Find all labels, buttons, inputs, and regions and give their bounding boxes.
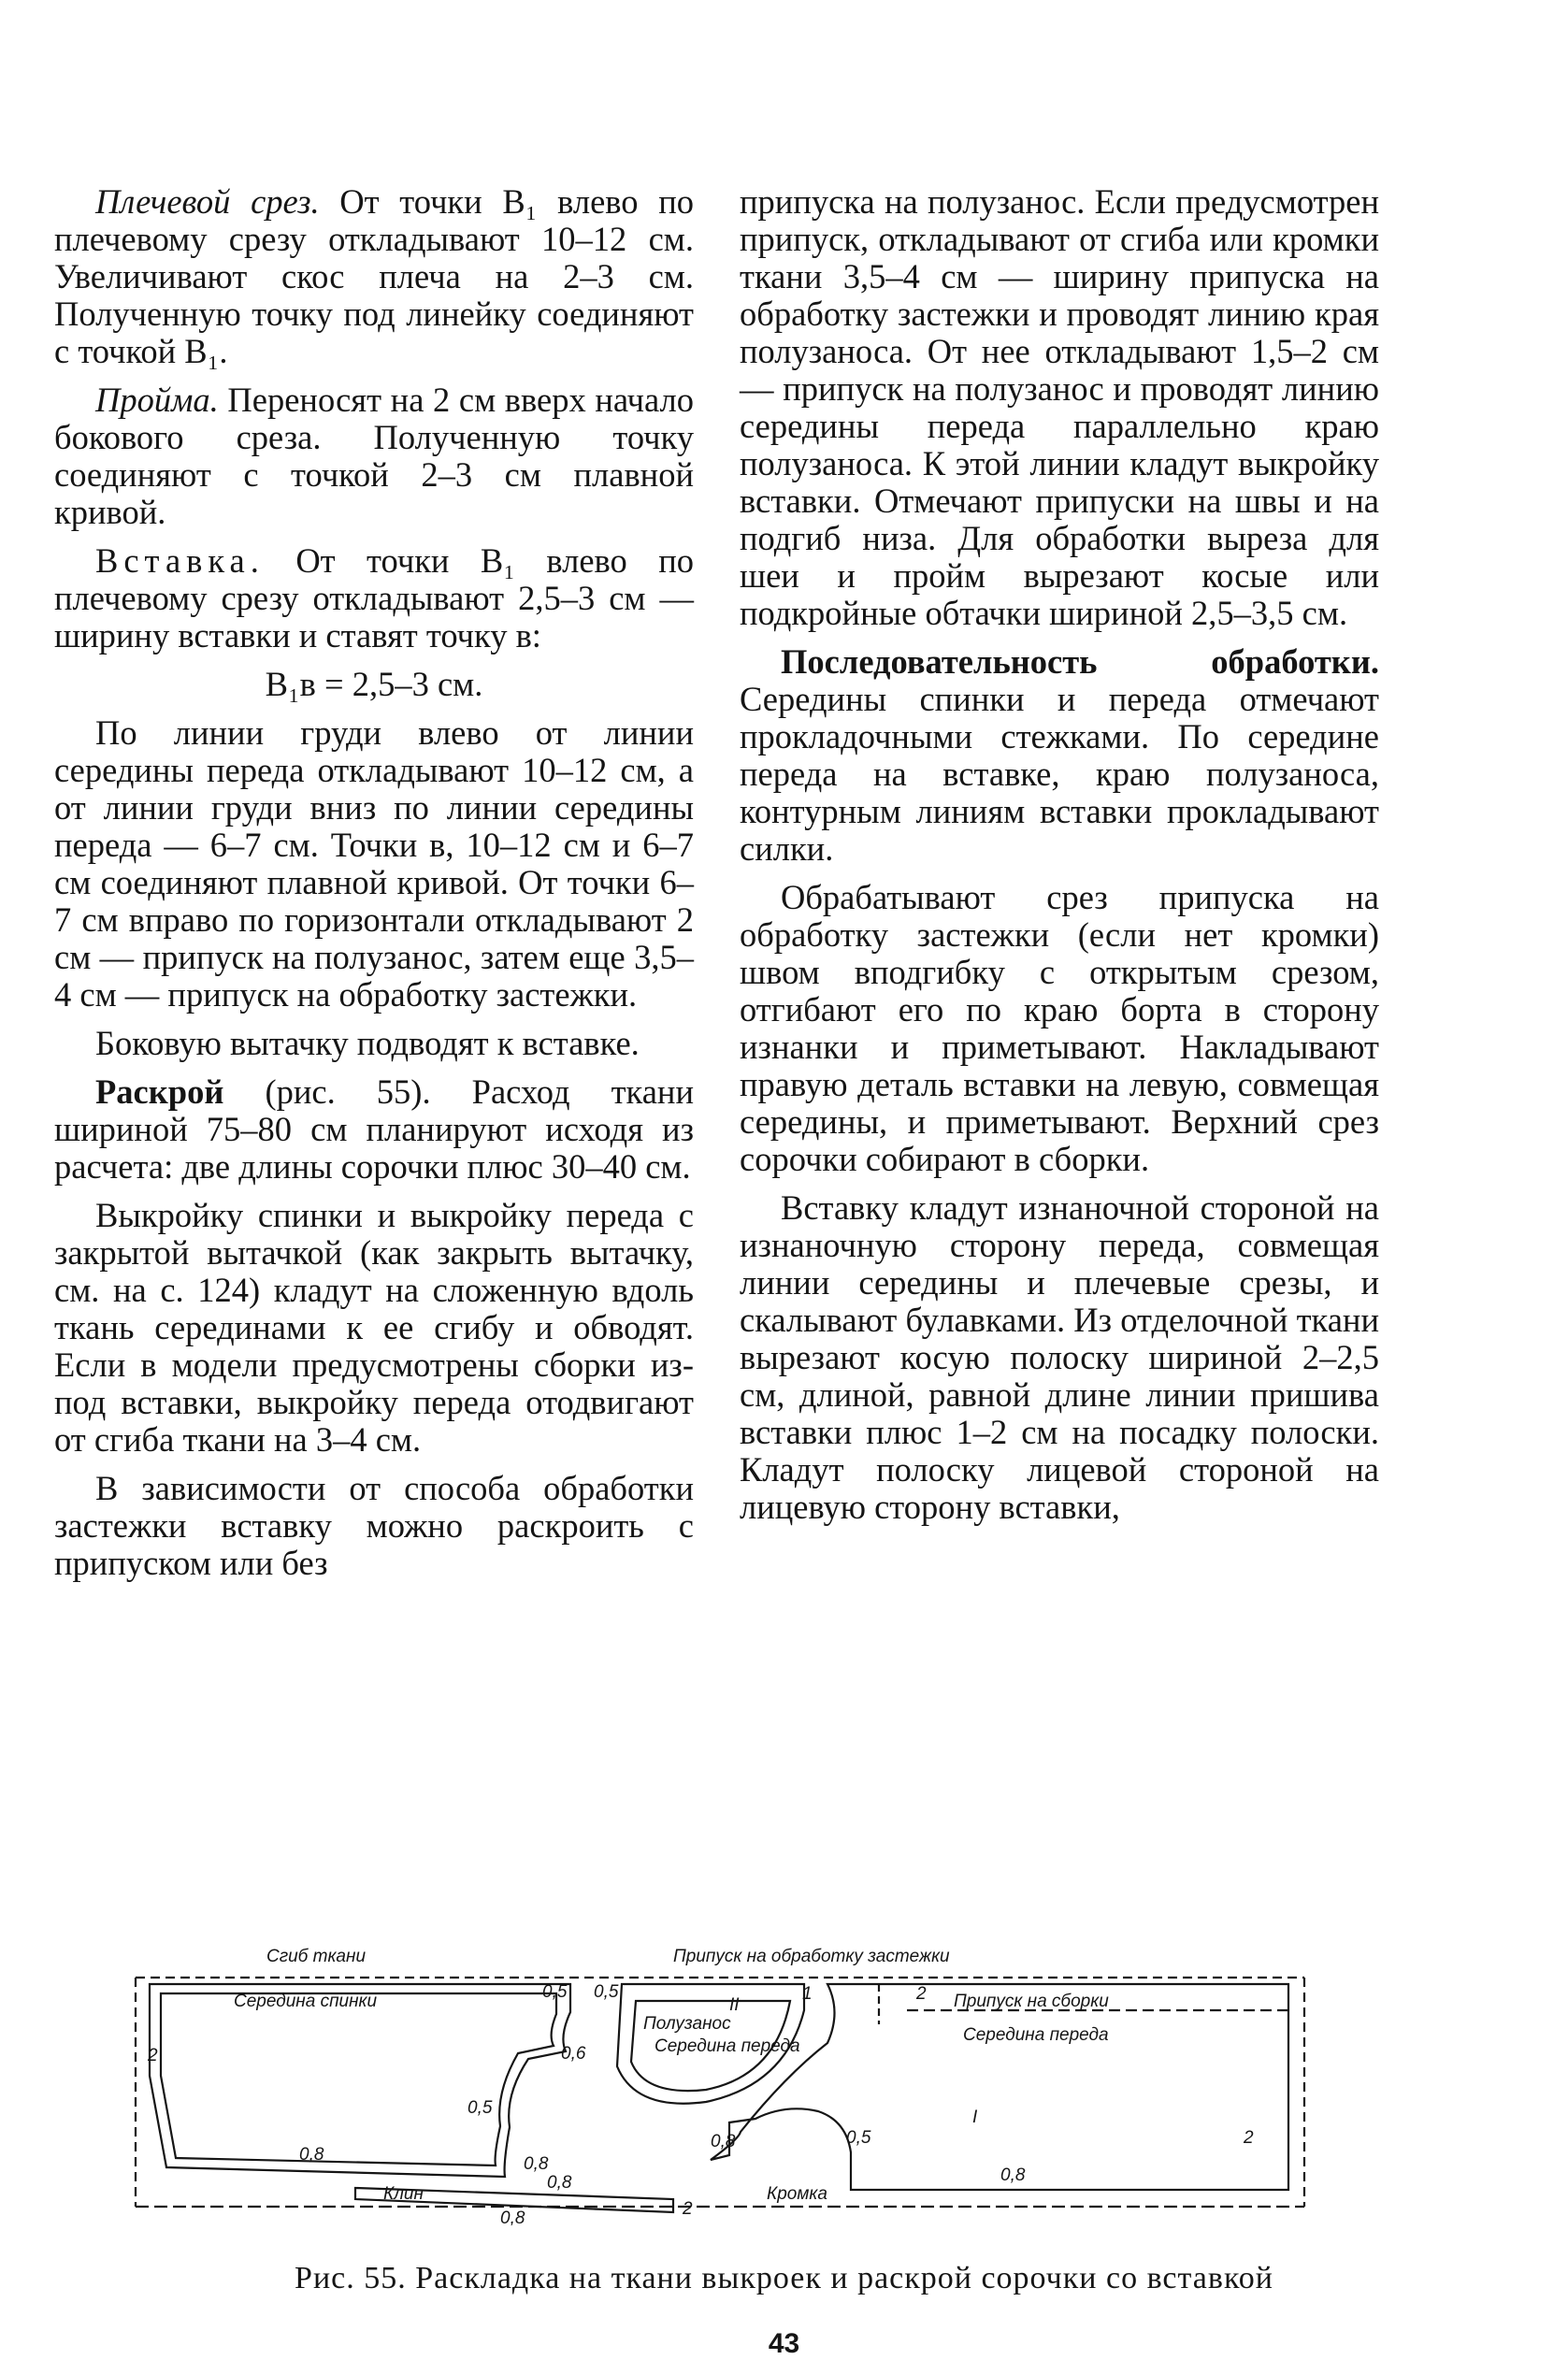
label-back-middle: Середина спинки <box>234 1992 378 2011</box>
measure-2-d: 2 <box>683 2199 693 2219</box>
measure-2-c: 2 <box>1244 2128 1254 2148</box>
measure-08-a: 0,8 <box>299 2145 324 2165</box>
measure-06: 0,6 <box>561 2044 586 2064</box>
paragraph-lead: Пройма. <box>95 381 219 419</box>
paragraph-text: Середины спинки и переда отмечают прокладочными стежками. По середине переда на вставке, краю полузаноса, контурным линиям вставки прокладывают силки. <box>740 680 1379 868</box>
paragraph <box>740 643 1379 868</box>
label-fold: Сгиб ткани <box>266 1947 367 1966</box>
label-front-roman: I <box>972 2108 978 2127</box>
paragraph-text: Обрабатывают срез припуска на обработку застежки (если нет кромки) швом вподгибку с открытым срезом, отгибают его по краю борта в сторону изнанки и приметывают. Накладывают правую деталь вставки на левую, совмещая середины, и приметывают. Верхний срез сорочки собирают в сборки. <box>740 878 1379 1178</box>
measure-05-c: 0,5 <box>468 2098 493 2118</box>
measure-05-d: 0,5 <box>846 2128 871 2148</box>
back-cut-line <box>161 1993 556 2165</box>
paragraph-text: От точки В₁ влево по плечевому срезу откладывают 2,5–3 см — ширину вставки и ставят точку в: <box>54 541 694 655</box>
paragraph-text: Переносят на 2 см вверх начало бокового среза. Полученную точку соединяют с точкой 2–3 см плавной кривой. <box>54 381 694 531</box>
measure-08-c: 0,8 <box>547 2173 572 2193</box>
paragraph-lead: Плечевой срез. <box>95 182 320 221</box>
measure-08-f: 0,8 <box>500 2209 525 2225</box>
text-column-right <box>740 183 1379 1537</box>
paragraph <box>54 542 694 655</box>
paragraph <box>54 381 694 531</box>
measure-08-e: 0,8 <box>1000 2165 1026 2185</box>
paragraph-lead: Вставка. <box>95 541 265 580</box>
paragraph <box>54 1197 694 1459</box>
measure-1: 1 <box>802 1984 813 2004</box>
paragraph <box>54 1073 694 1186</box>
paragraph-text: В зависимости от способа обработки застежки вставку можно раскроить с припуском или без <box>54 1469 694 1582</box>
label-selvage: Кромка <box>767 2184 827 2204</box>
measure-08-b: 0,8 <box>524 2154 549 2174</box>
measure-08-d: 0,8 <box>711 2132 736 2151</box>
text-column-left <box>54 183 694 1593</box>
label-insert-roman: II <box>729 1995 740 2015</box>
paragraph-lead: Раскрой <box>95 1072 224 1111</box>
paragraph <box>740 879 1379 1178</box>
front-pattern-outline <box>711 1984 1288 2190</box>
paragraph-text: припуска на полузанос. Если предусмотрен припуск, откладывают от сгиба или кромки ткани 3,5–4 см — ширину припуска на обработку застежки и проводят линию края полузаноса. От нее откладывают 1,5–2 см — припуск на полузанос и проводят линию середины переда параллельно краю полузаноса. К этой линии кладут выкройку вставки. Отмечают припуски на швы и на подгиб низа. Для обработки выреза для шеи и пройм вырезают косые или подкройные обтачки шириной 2,5–3,5 см. <box>740 182 1379 632</box>
paragraph <box>54 666 694 703</box>
paragraph-text: Вставку кладут изнаночной стороной на изнаночную сторону переда, совмещая линии середины и плечевые срезы, и скалывают булавками. Из отделочной ткани вырезают косую полоску шириной 2–2,5 см, длиной, равной длине линии пришива вставки плюс 1–2 см на посадку полоски. Кладут полоску лицевой стороной на лицевую сторону вставки, <box>740 1188 1379 1526</box>
page-number: 43 <box>768 2328 800 2359</box>
measure-05-a: 0,5 <box>542 1982 568 2002</box>
paragraph <box>740 1189 1379 1526</box>
label-gather-allowance: Припуск на сборки <box>954 1992 1109 2011</box>
paragraph-lead: Последовательность обработки. <box>781 642 1379 681</box>
paragraph-text: В₁в = 2,5–3 см. <box>265 665 483 703</box>
paragraph <box>54 183 694 370</box>
label-placket-allowance: Припуск на обработку застежки <box>673 1947 950 1966</box>
paragraph <box>54 1470 694 1582</box>
measure-2-a: 2 <box>148 2046 158 2065</box>
paragraph-text: Выкройку спинки и выкройку переда с закрытой вытачкой (как закрыть вытачку, см. на с. 124) кладут на сложенную вдоль ткань серединами к ее сгибу и обводят. Если в модели предусмотрены сборки из-под вставки, выкройку переда отодвигают от сгиба ткани на 3–4 см. <box>54 1196 694 1459</box>
measure-05-b: 0,5 <box>594 1982 619 2002</box>
cutting-layout-diagram <box>131 1935 1318 2225</box>
back-pattern-outline <box>150 1984 570 2177</box>
label-wedge: Клин <box>383 2184 424 2204</box>
measure-2-b: 2 <box>916 1984 927 2004</box>
figure-caption: Рис. 55. Раскладка на ткани выкроек и раскрой сорочки со вставкой <box>295 2261 1273 2295</box>
paragraph <box>740 183 1379 632</box>
paragraph <box>54 1025 694 1062</box>
label-front-middle-insert: Середина переда <box>655 2036 800 2056</box>
paragraph-text: Боковую вытачку подводят к вставке. <box>95 1024 640 1062</box>
cutting-layout-figure <box>131 1935 1318 2225</box>
paragraph-text: По линии груди влево от линии середины переда откладывают 10–12 см, а от линии груди вниз по линии середины переда — 6–7 см. Точки в, 10–12 см и 6–7 см соединяют плавной кривой. От точки 6–7 см вправо по горизонтали откладывают 2 см — припуск на полузанос, затем еще 3,5–4 см — припуск на обработку застежки. <box>54 713 694 1014</box>
paragraph-text: (рис. 55). Расход ткани шириной 75–80 см планируют исходя из расчета: две длины сорочки плюс 30–40 см. <box>54 1072 694 1186</box>
paragraph <box>54 714 694 1014</box>
paragraph-text: От точки В₁ влево по плечевому срезу откладывают 10–12 см. Увеличивают скос плеча на 2–3 см. Полученную точку под линейку соединяют с точкой В₁. <box>54 182 694 370</box>
label-front-middle: Середина переда <box>963 2025 1109 2045</box>
label-half-overlap: Полузанос <box>643 2014 731 2034</box>
